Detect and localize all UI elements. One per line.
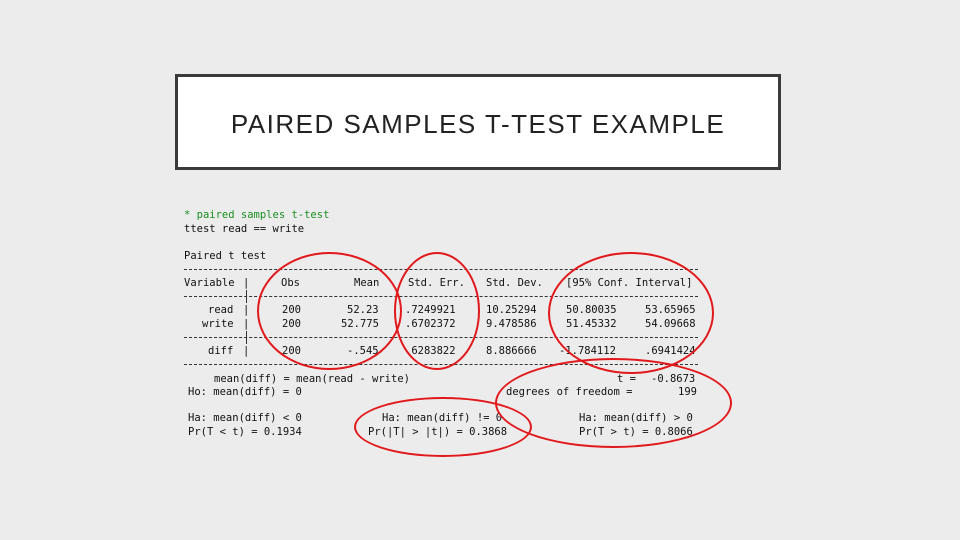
row-write-std-dev: 9.478586	[486, 318, 537, 330]
row-diff-variable: diff	[208, 345, 234, 357]
slide-title-box	[175, 74, 781, 170]
col-header-variable: Variable	[184, 277, 235, 289]
row-write-mean: 52.775	[341, 318, 379, 330]
ha-two-tail: Ha: mean(diff) != 0	[382, 412, 503, 424]
row-write-std-err: .6702372	[405, 318, 456, 330]
output-heading: Paired t test	[184, 250, 267, 262]
p-two-tail: Pr(|T| > |t|) = 0.3868	[368, 426, 508, 438]
rule-cross	[246, 290, 247, 303]
p-right-tail: Pr(T > t) = 0.8066	[579, 426, 693, 438]
col-header-std-dev: Std. Dev.	[486, 277, 543, 289]
row-write-ci-low: 51.45332	[566, 318, 617, 330]
row-read-ci-high: 53.65965	[645, 304, 696, 316]
rule-cross	[246, 331, 247, 344]
col-header-conf-interval: [95% Conf. Interval]	[566, 277, 693, 289]
p-left-tail: Pr(T < t) = 0.1934	[188, 426, 302, 438]
code-comment: * paired samples t-test	[184, 209, 330, 221]
row-diff-mean: -.545	[347, 345, 379, 357]
col-separator: |	[243, 318, 250, 330]
col-separator: |	[243, 345, 250, 357]
ha-right-tail: Ha: mean(diff) > 0	[579, 412, 693, 424]
row-diff-std-dev: 8.886666	[486, 345, 537, 357]
row-diff-ci-high: .6941424	[645, 345, 696, 357]
mean-diff-definition: mean(diff) = mean(read - write)	[214, 373, 410, 385]
slide-title: PAIRED SAMPLES T-TEST EXAMPLE	[230, 109, 726, 139]
df-label: degrees of freedom =	[506, 386, 633, 398]
t-stat-value: -0.8673	[651, 373, 696, 385]
code-command: ttest read == write	[184, 223, 305, 235]
col-header-std-err: Std. Err.	[408, 277, 465, 289]
ha-left-tail: Ha: mean(diff) < 0	[188, 412, 302, 424]
row-diff-obs: 200	[282, 345, 301, 357]
highlight-circle-std-err	[394, 252, 480, 370]
row-read-variable: read	[208, 304, 234, 316]
row-write-ci-high: 54.09668	[645, 318, 696, 330]
row-read-ci-low: 50.80035	[566, 304, 617, 316]
row-write-variable: write	[202, 318, 234, 330]
row-read-mean: 52.23	[347, 304, 379, 316]
row-read-std-dev: 10.25294	[486, 304, 537, 316]
null-hypothesis: Ho: mean(diff) = 0	[188, 386, 302, 398]
row-diff-ci-low: -1.784112	[559, 345, 616, 357]
col-header-mean: Mean	[354, 277, 380, 289]
col-separator: |	[243, 304, 250, 316]
highlight-circle-p-value	[354, 397, 532, 457]
df-value: 199	[678, 386, 697, 398]
highlight-circle-mean	[257, 252, 402, 370]
t-stat-label: t =	[617, 373, 636, 385]
highlight-circle-t-stat	[495, 358, 732, 448]
col-separator: |	[243, 277, 250, 289]
row-write-obs: 200	[282, 318, 301, 330]
row-read-obs: 200	[282, 304, 301, 316]
col-header-obs: Obs	[281, 277, 300, 289]
highlight-circle-conf-interval	[548, 252, 714, 374]
row-read-std-err: .7249921	[405, 304, 456, 316]
row-diff-std-err: .6283822	[405, 345, 456, 357]
